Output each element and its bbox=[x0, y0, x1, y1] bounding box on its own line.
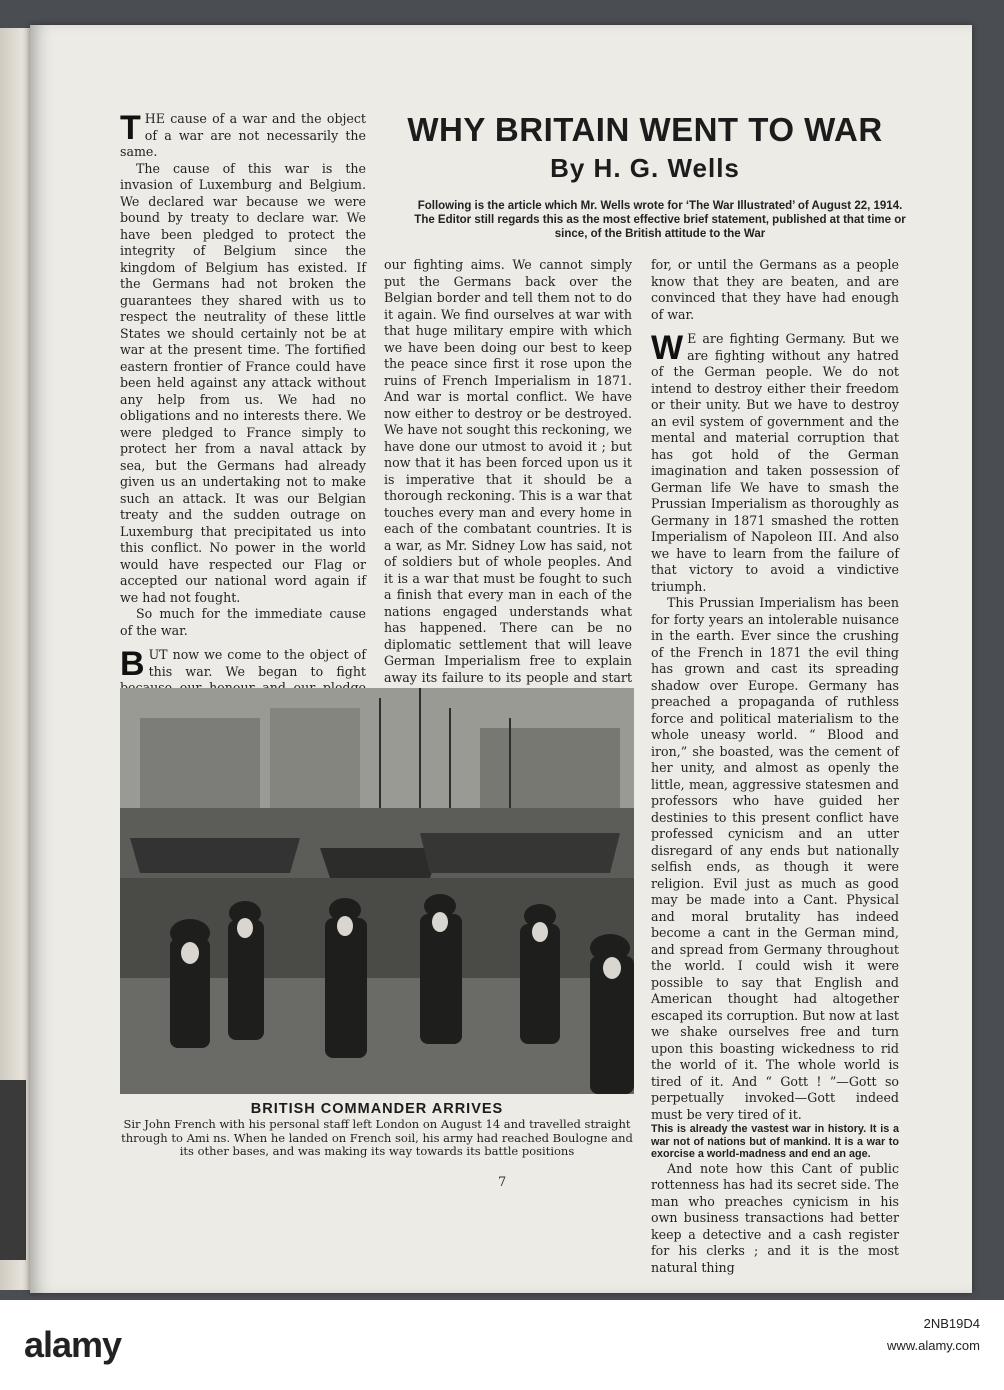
byline: By H. G. Wells bbox=[550, 153, 740, 183]
article-column-3 bbox=[651, 257, 899, 1276]
editor-intro: Following is the article which Mr. Wells wrote for ‘The War Illustrated’ of August 22, 1914. The Editor still regards this as the most effective brief statement, published at that time or since, of the British attitude to the War bbox=[414, 200, 906, 240]
headline: WHY BRITAIN WENT TO WAR bbox=[407, 111, 883, 148]
paragraph: W E are fighting Germany. But we are fighting without any hatred of the German people. We do not intend to destroy either their freedom or their unity. But we have to destroy an evil system of government and the mental and material corruption that has got hold of the German imagination and taken possession of German life We have to smash the Prussian Imperialism as thoroughly as Germany in 1871 smashed the rotten Imperialism of Napoleon III. And also we have to learn from the failure of that victory to avoid a vindictive triumph. bbox=[651, 329, 899, 594]
paragraph: This Prussian Imperialism has been for forty years an intolerable nuisance in the earth. Ever since the crushing of the French in 1871 the evil thing has grown and cast its spreading shadow over Europe. Germany has preached a propaganda of ruthless force and political materialism to the whole uneasy world. “ Blood and iron,” she boasted, was the cement of her unity, and almost as openly the little, mean, aggressive statesmen and professors who have guided her destinies to this present conflict have professed cynicism and an utter disregard of any ends but nationally selfish ends, as though it were religion. Evil just as much as good may be made into a Cant. Physical and moral brutality has indeed become a cant in the German mind, and spread from Germany throughout the world. I could wish it were possible to say that English and American thought had altogether escaped its corruption. But now at last we shake ourselves free and turn upon this boasting wickedness to rid the world of it. The whole world is tired of it. And “ Gott ! ”—Gott so perpetually invoked—Gott indeed must be very tired of it. bbox=[651, 595, 899, 1122]
stock-watermark bbox=[0, 1300, 1004, 1390]
magazine-page bbox=[30, 25, 972, 1293]
paragraph: our fighting aims. We cannot simply put the Germans back over the Belgian border and tell them not to do it again. We find ourselves at war with that huge military empire with which we have been doing our best to keep the peace since first it rose upon the ruins of French Imperialism in 1871. And war is mortal conflict. We have now either to destroy or be destroyed. We have not sought this reckoning, we have done our utmost to avoid it ; but now that it has been forced upon us it is imperative that it should be a thorough reckoning. This is a war that touches every man and every home in each of the combatant countries. It is a war, as Mr. Sidney Low has said, not of soldiers but of whole peoples. And it is a war that must be fought to such a finish that every man in each of the nations engaged understands what has happened. There can be no diplomatic settlement that will leave German Imperialism free to explain away its failure to its people and start bbox=[384, 257, 632, 685]
paragraph: for, or until the Germans as a people know that they are beaten, and are convinced that they have had enough of war. bbox=[651, 257, 899, 322]
page-number: 7 bbox=[498, 1175, 507, 1190]
drop-cap: W bbox=[651, 329, 684, 367]
paragraph: THE cause of a war and the object of a war are not necessarily the same. bbox=[120, 109, 366, 159]
paragraph: The cause of this war is the invasion of Luxemburg and Belgium. We declared war because we were bound by treaty to declare war. We have been pledged to protect the integrity of Belgium since the kingdom of Belgium has existed. If the Germans had not broken the guarantees they shared with us to respect the neutrality of these little States we should certainly not be at war at the present time. The fortified eastern frontier of France could have been held against any attack without any help from us. We had no obligations and no interests there. We were pledged to France simply to protect her from a naval attack by sea, but the Germans had already given us an undertaking not to make such an attack. It was our Belgian treaty and the sudden outrage on Luxemburg that precipitated us into this conflict. No power in the world would have respected our Flag or accepted our national word again if we had not fought. bbox=[120, 160, 366, 605]
drop-cap: B bbox=[120, 645, 145, 683]
watermark-url: www.alamy.com bbox=[887, 1338, 980, 1353]
photo-caption: Sir John French with his personal staff left London on August 14 and travelled straight through to Ami ns. When he landed on French soil, his army had reached Boulogne and its other bases, and was making its way towards its battle positions bbox=[121, 1117, 633, 1158]
paragraph: And note how this Cant of public rottenness has had its secret side. The man who preaches cynicism in his own business transactions had better keep a detective and a cash register for his clerks ; and it is the most natural thing bbox=[651, 1160, 899, 1275]
photo-title: BRITISH COMMANDER ARRIVES bbox=[250, 1101, 504, 1117]
photo-illustration bbox=[120, 688, 634, 1094]
article-column-2 bbox=[384, 257, 632, 719]
news-photograph bbox=[120, 688, 634, 1094]
paragraph: BUT now we come to the object of this war. We began to fight bbox=[120, 645, 366, 683]
image-id: 2NB19D4 bbox=[923, 1316, 980, 1331]
previous-page-image-strip bbox=[0, 1080, 26, 1260]
alamy-logo: alamy bbox=[24, 1324, 122, 1365]
article-column-1 bbox=[120, 111, 366, 763]
paragraph: So much for the immediate cause of the war. bbox=[120, 606, 366, 638]
highlight-note: This is already the vastest war in history. It is a war not of nations but of mankind. It is a war to exorcise a world-madness and end an age. bbox=[651, 1123, 899, 1160]
drop-cap: T bbox=[120, 109, 141, 147]
